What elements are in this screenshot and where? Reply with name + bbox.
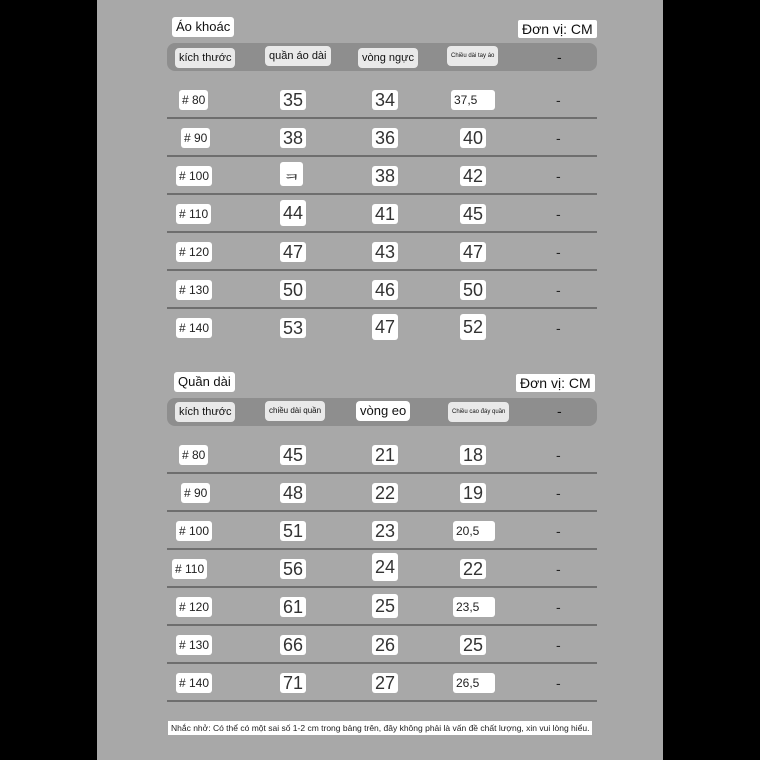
jacket-header-bar [167,43,597,71]
jacket-row [167,233,597,271]
header-extra: - [557,49,562,65]
value-cell: - [556,282,561,298]
value-cell: 19 [460,483,486,503]
size-cell: # 130 [176,280,212,300]
size-cell: # 140 [176,673,212,693]
value-cell: 44 [280,200,306,226]
value-cell: 45 [460,204,486,224]
size-cell: # 90 [181,483,210,503]
value-cell: - [556,320,561,336]
pants-table-title: Quần dài [174,372,235,392]
jacket-unit-label: Đơn vị: CM [518,20,597,38]
size-cell: # 130 [176,635,212,655]
value-cell: - [556,523,561,539]
jacket-row [167,119,597,157]
value-cell: 42 [460,166,486,186]
value-cell: 48 [280,483,306,503]
value-cell: 37,5 [451,90,495,110]
value-cell: - [556,92,561,108]
header-size: kích thước [175,402,235,422]
pants-row [167,550,597,588]
pants-row [167,512,597,550]
value-cell: 36 [372,128,398,148]
value-cell: 40 [460,128,486,148]
value-cell: 27 [372,673,398,693]
header-length: quần áo dài [265,46,331,66]
value-cell: - [556,130,561,146]
value-cell: 34 [372,90,398,110]
value-cell: 26,5 [453,673,495,693]
value-cell: 18 [460,445,486,465]
pants-row [167,626,597,664]
header-size: kích thước [175,48,235,68]
value-cell: - [556,485,561,501]
value-cell: 61 [280,597,306,617]
size-cell: # 100 [176,166,212,186]
jacket-row [167,271,597,309]
value-cell: 26 [372,635,398,655]
value-cell: 53 [280,318,306,338]
value-cell: 47 [460,242,486,262]
pants-header-bar [167,398,597,426]
value-cell: 47 [372,314,398,340]
value-cell: 41 [372,204,398,224]
size-cell: # 110 [172,559,207,579]
value-cell: 46 [372,280,398,300]
value-cell: 35 [280,90,306,110]
pants-unit-label: Đơn vị: CM [516,374,595,392]
value-cell: - [556,675,561,691]
size-cell: # 120 [176,597,212,617]
pants-row [167,664,597,702]
value-cell: - [556,206,561,222]
header-sleeve: Chiều dài tay áo [447,46,498,66]
pants-row [167,588,597,626]
value-cell: 22 [372,483,398,503]
jacket-row [167,195,597,233]
value-cell: 66 [280,635,306,655]
value-cell: - [556,244,561,260]
size-cell: # 140 [176,318,212,338]
jacket-row [167,157,597,195]
value-cell: ᆿ [280,162,303,186]
row-divider [167,700,597,702]
value-cell: 47 [280,242,306,262]
size-cell: # 90 [181,128,210,148]
header-chest: vòng ngực [358,48,418,68]
pants-row [167,474,597,512]
value-cell: - [556,637,561,653]
size-cell: # 100 [176,521,212,541]
value-cell: - [556,168,561,184]
size-cell: # 110 [176,204,211,224]
header-pants-length: chiều dài quần [265,401,325,421]
pants-row [167,436,597,474]
size-cell: # 80 [179,445,208,465]
value-cell: 38 [280,128,306,148]
header-waist: vòng eo [356,401,410,421]
value-cell: 50 [460,280,486,300]
value-cell: - [556,447,561,463]
jacket-row [167,309,597,347]
value-cell: 23,5 [453,597,495,617]
value-cell: 23 [372,521,398,541]
size-cell: # 120 [176,242,212,262]
header-extra: - [557,403,562,419]
value-cell: 52 [460,314,486,340]
jacket-row [167,81,597,119]
value-cell: 56 [280,559,306,579]
disclaimer-note: Nhắc nhở: Có thể có một sai số 1-2 cm trong bảng trên, đây không phải là vấn đề chất lượng, xin vui lòng hiểu. [168,721,592,735]
size-cell: # 80 [179,90,208,110]
value-cell: 25 [460,635,486,655]
value-cell: - [556,561,561,577]
value-cell: - [556,599,561,615]
jacket-table-title: Áo khoác [172,17,234,37]
value-cell: 45 [280,445,306,465]
value-cell: 22 [460,559,486,579]
value-cell: 21 [372,445,398,465]
value-cell: 50 [280,280,306,300]
value-cell: 71 [280,673,306,693]
value-cell: 20,5 [453,521,495,541]
value-cell: 51 [280,521,306,541]
value-cell: 25 [372,594,398,618]
value-cell: 43 [372,242,398,262]
value-cell: 24 [372,553,398,581]
header-rise: Chiều cao đáy quần [448,402,509,422]
value-cell: 38 [372,166,398,186]
